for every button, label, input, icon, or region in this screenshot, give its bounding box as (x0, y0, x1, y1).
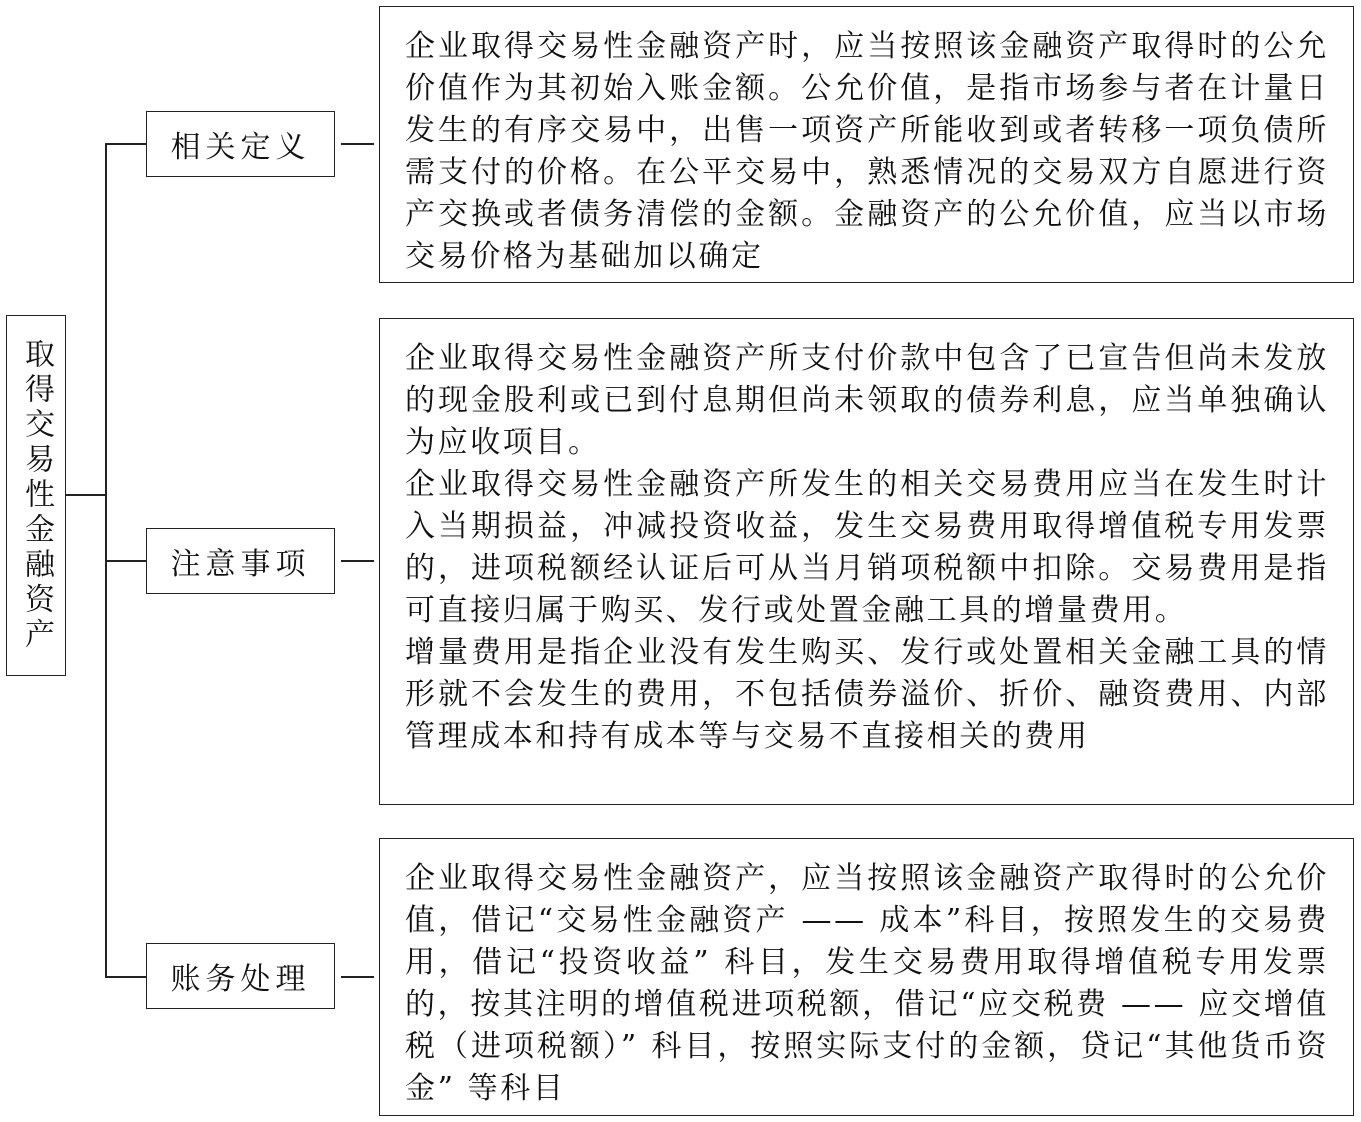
detail-definition (379, 6, 1354, 283)
connector-notes-to-detail (341, 560, 374, 562)
detail-accounting (379, 838, 1354, 1116)
connector-accounting-to-detail (341, 976, 374, 978)
detail-paragraph: 企业取得交易性金融资产所支付价款中包含了已宣告但尚未发放的现金股利或已到付息期但尚未领取的债券利息，应当单独确认为应收项目。 (405, 341, 1329, 460)
detail-paragraph: 企业取得交易性金融资产所发生的相关交易费用应当在发生时计入当期损益，冲减投资收益，发生交易费用取得增值税专用发票的，进项税额经认证后可从当月销项税额中扣除。交易费用是指可直接归属于购买、发行或处置金融工具的增量费用。 (405, 467, 1329, 628)
connector-trunk-to-notes (105, 560, 146, 562)
category-accounting: 账务处理 (146, 943, 335, 1009)
detail-paragraph: 增量费用是指企业没有发生购买、发行或处置相关金融工具的情形就不会发生的费用，不包括债券溢价、折价、融资费用、内部管理成本和持有成本等与交易不直接相关的费用 (405, 635, 1329, 754)
detail-notes (379, 318, 1354, 805)
connector-root-to-trunk (66, 494, 106, 496)
connector-trunk-to-accounting (105, 976, 146, 978)
category-definition: 相关定义 (146, 111, 335, 177)
category-notes: 注意事项 (146, 528, 335, 594)
connector-trunk-to-definition (105, 143, 146, 145)
root-label: 取得交易性金融资产 (19, 338, 54, 653)
connector-definition-to-detail (341, 143, 374, 145)
root-node (6, 315, 66, 676)
detail-paragraph: 企业取得交易性金融资产，应当按照该金融资产取得时的公允价值，借记“交易性金融资产 —— 成本”科目，按照发生的交易费用，借记“投资收益” 科目，发生交易费用取得增值税专用发票的，按其注明的增值税进项税额，借记“应交税费 —— 应交增值税（进项税额）” 科目，按照实际支付的金额，贷记“其他货币资金” 等科目 (405, 861, 1329, 1106)
detail-paragraph: 企业取得交易性金融资产时，应当按照该金融资产取得时的公允价值作为其初始入账金额。公允价值，是指市场参与者在计量日发生的有序交易中，出售一项资产所能收到或者转移一项负债所需支付的价格。在公平交易中，熟悉情况的交易双方自愿进行资产交换或者债务清偿的金额。金融资产的公允价值，应当以市场交易价格为基础加以确定 (405, 29, 1329, 274)
